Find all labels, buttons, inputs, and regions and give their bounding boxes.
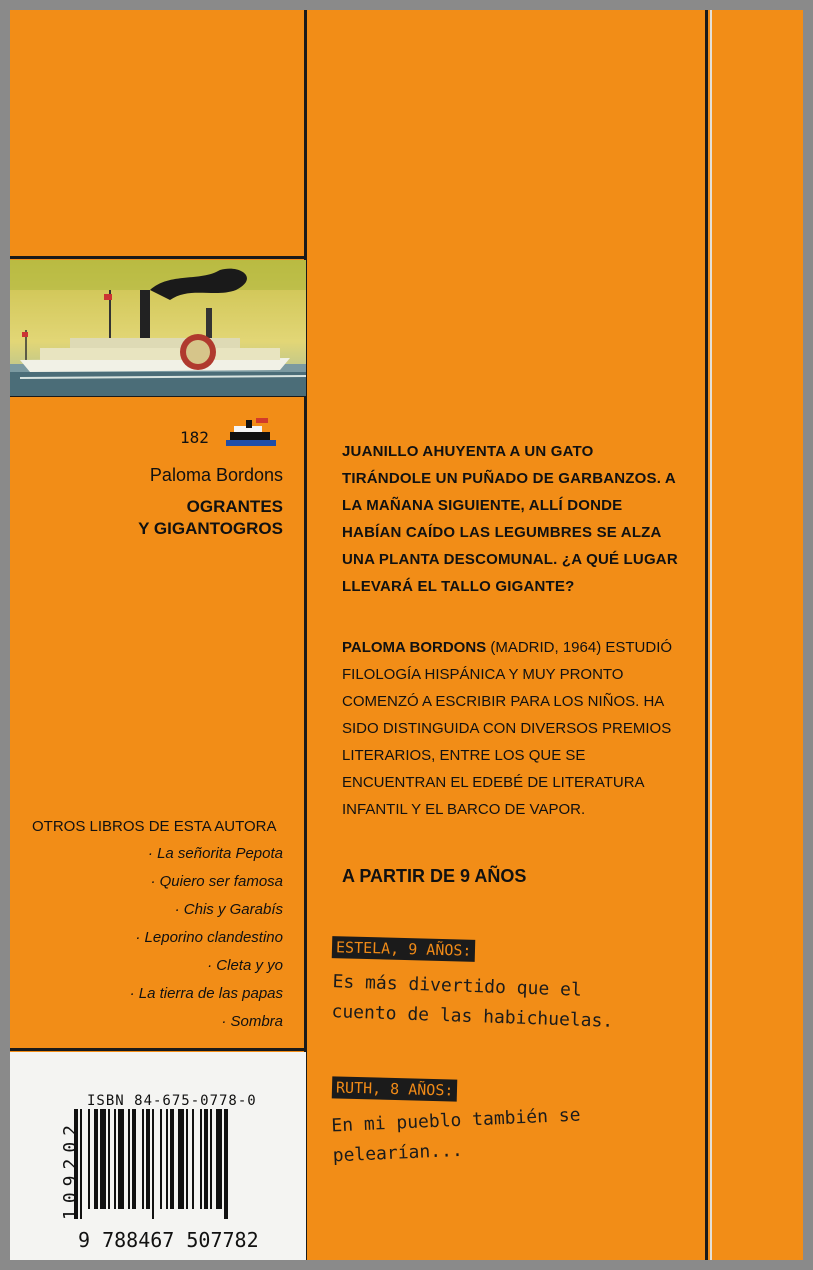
review-line: En mi pueblo también se: [330, 1104, 581, 1137]
review-text-estela: [331, 967, 615, 1037]
picture-top-divider: [10, 256, 306, 259]
list-item: · Sombra: [221, 1013, 283, 1030]
list-item: · Chis y Garabís: [174, 901, 283, 918]
list-item: · La tierra de las papas: [129, 985, 283, 1002]
steamboat-logo-icon: [226, 418, 276, 451]
author-bio: [342, 634, 687, 823]
barcode-bottom-number: 9 788467 507782: [78, 1228, 259, 1252]
barcode-bars: [74, 1109, 274, 1219]
barcode-top-divider: [10, 1048, 306, 1051]
other-books-heading: OTROS LIBROS DE ESTA AUTORA: [32, 818, 277, 835]
review-label-ruth: RUTH, 8 AÑOS:: [332, 1076, 458, 1101]
review-line: cuento de las habichuelas.: [331, 1001, 614, 1032]
synopsis-text: JUANILLO AHUYENTA A UN GATO TIRÁNDOLE UN PUÑADO DE GARBANZOS. A LA MAÑANA SIGUIENTE, ALLÍ DONDE HABÍAN CAÍDO LAS LEGUMBRES SE ALZA UNA PLANTA DESCOMUNAL. ¿A QUÉ LUGAR LLEVARÁ EL TALLO GIGANTE?: [342, 443, 678, 595]
flap-edge-line: [710, 10, 712, 1260]
flap-divider: [705, 10, 708, 1260]
review-line: Es más divertido que el: [332, 971, 583, 1001]
list-item: · La señorita Pepota: [147, 845, 283, 862]
book-title-line1: OGRANTES: [186, 497, 283, 516]
review-line: pelearían...: [332, 1139, 464, 1167]
review-text-ruth: [331, 1101, 583, 1172]
book-back-cover: [10, 10, 803, 1260]
series-number: 182: [180, 428, 209, 447]
list-item: · Cleta y yo: [207, 957, 283, 974]
book-title: [138, 496, 283, 540]
list-item: · Quiero ser famosa: [150, 873, 283, 890]
list-item: · Leporino clandestino: [135, 929, 283, 946]
book-title-line2: Y GIGANTOGROS: [138, 519, 283, 538]
age-recommendation: A PARTIR DE 9 AÑOS: [342, 866, 527, 886]
other-books-list: [130, 840, 283, 1036]
isbn-text: ISBN 84-675-0778-0: [87, 1093, 257, 1109]
barcode-side-number: 109202: [60, 1118, 81, 1220]
author-name: Paloma Bordons: [149, 465, 283, 485]
review-label-estela: ESTELA, 9 AÑOS:: [332, 936, 476, 962]
bio-text: (MADRID, 1964) ESTUDIÓ FILOLOGÍA HISPÁNICA Y MUY PRONTO COMENZÓ A ESCRIBIR PARA LOS NIÑOS. HA SIDO DISTINGUIDA CON DIVERSOS PREMIOS LITERARIOS, ENTRE LOS QUE SE ENCUENTRAN EL EDEBÉ DE LITERATURA INFANTIL Y EL BARCO DE VAPOR.: [342, 639, 673, 818]
steamboat-illustration: [10, 260, 306, 396]
bio-author-name: PALOMA BORDONS: [342, 639, 487, 656]
